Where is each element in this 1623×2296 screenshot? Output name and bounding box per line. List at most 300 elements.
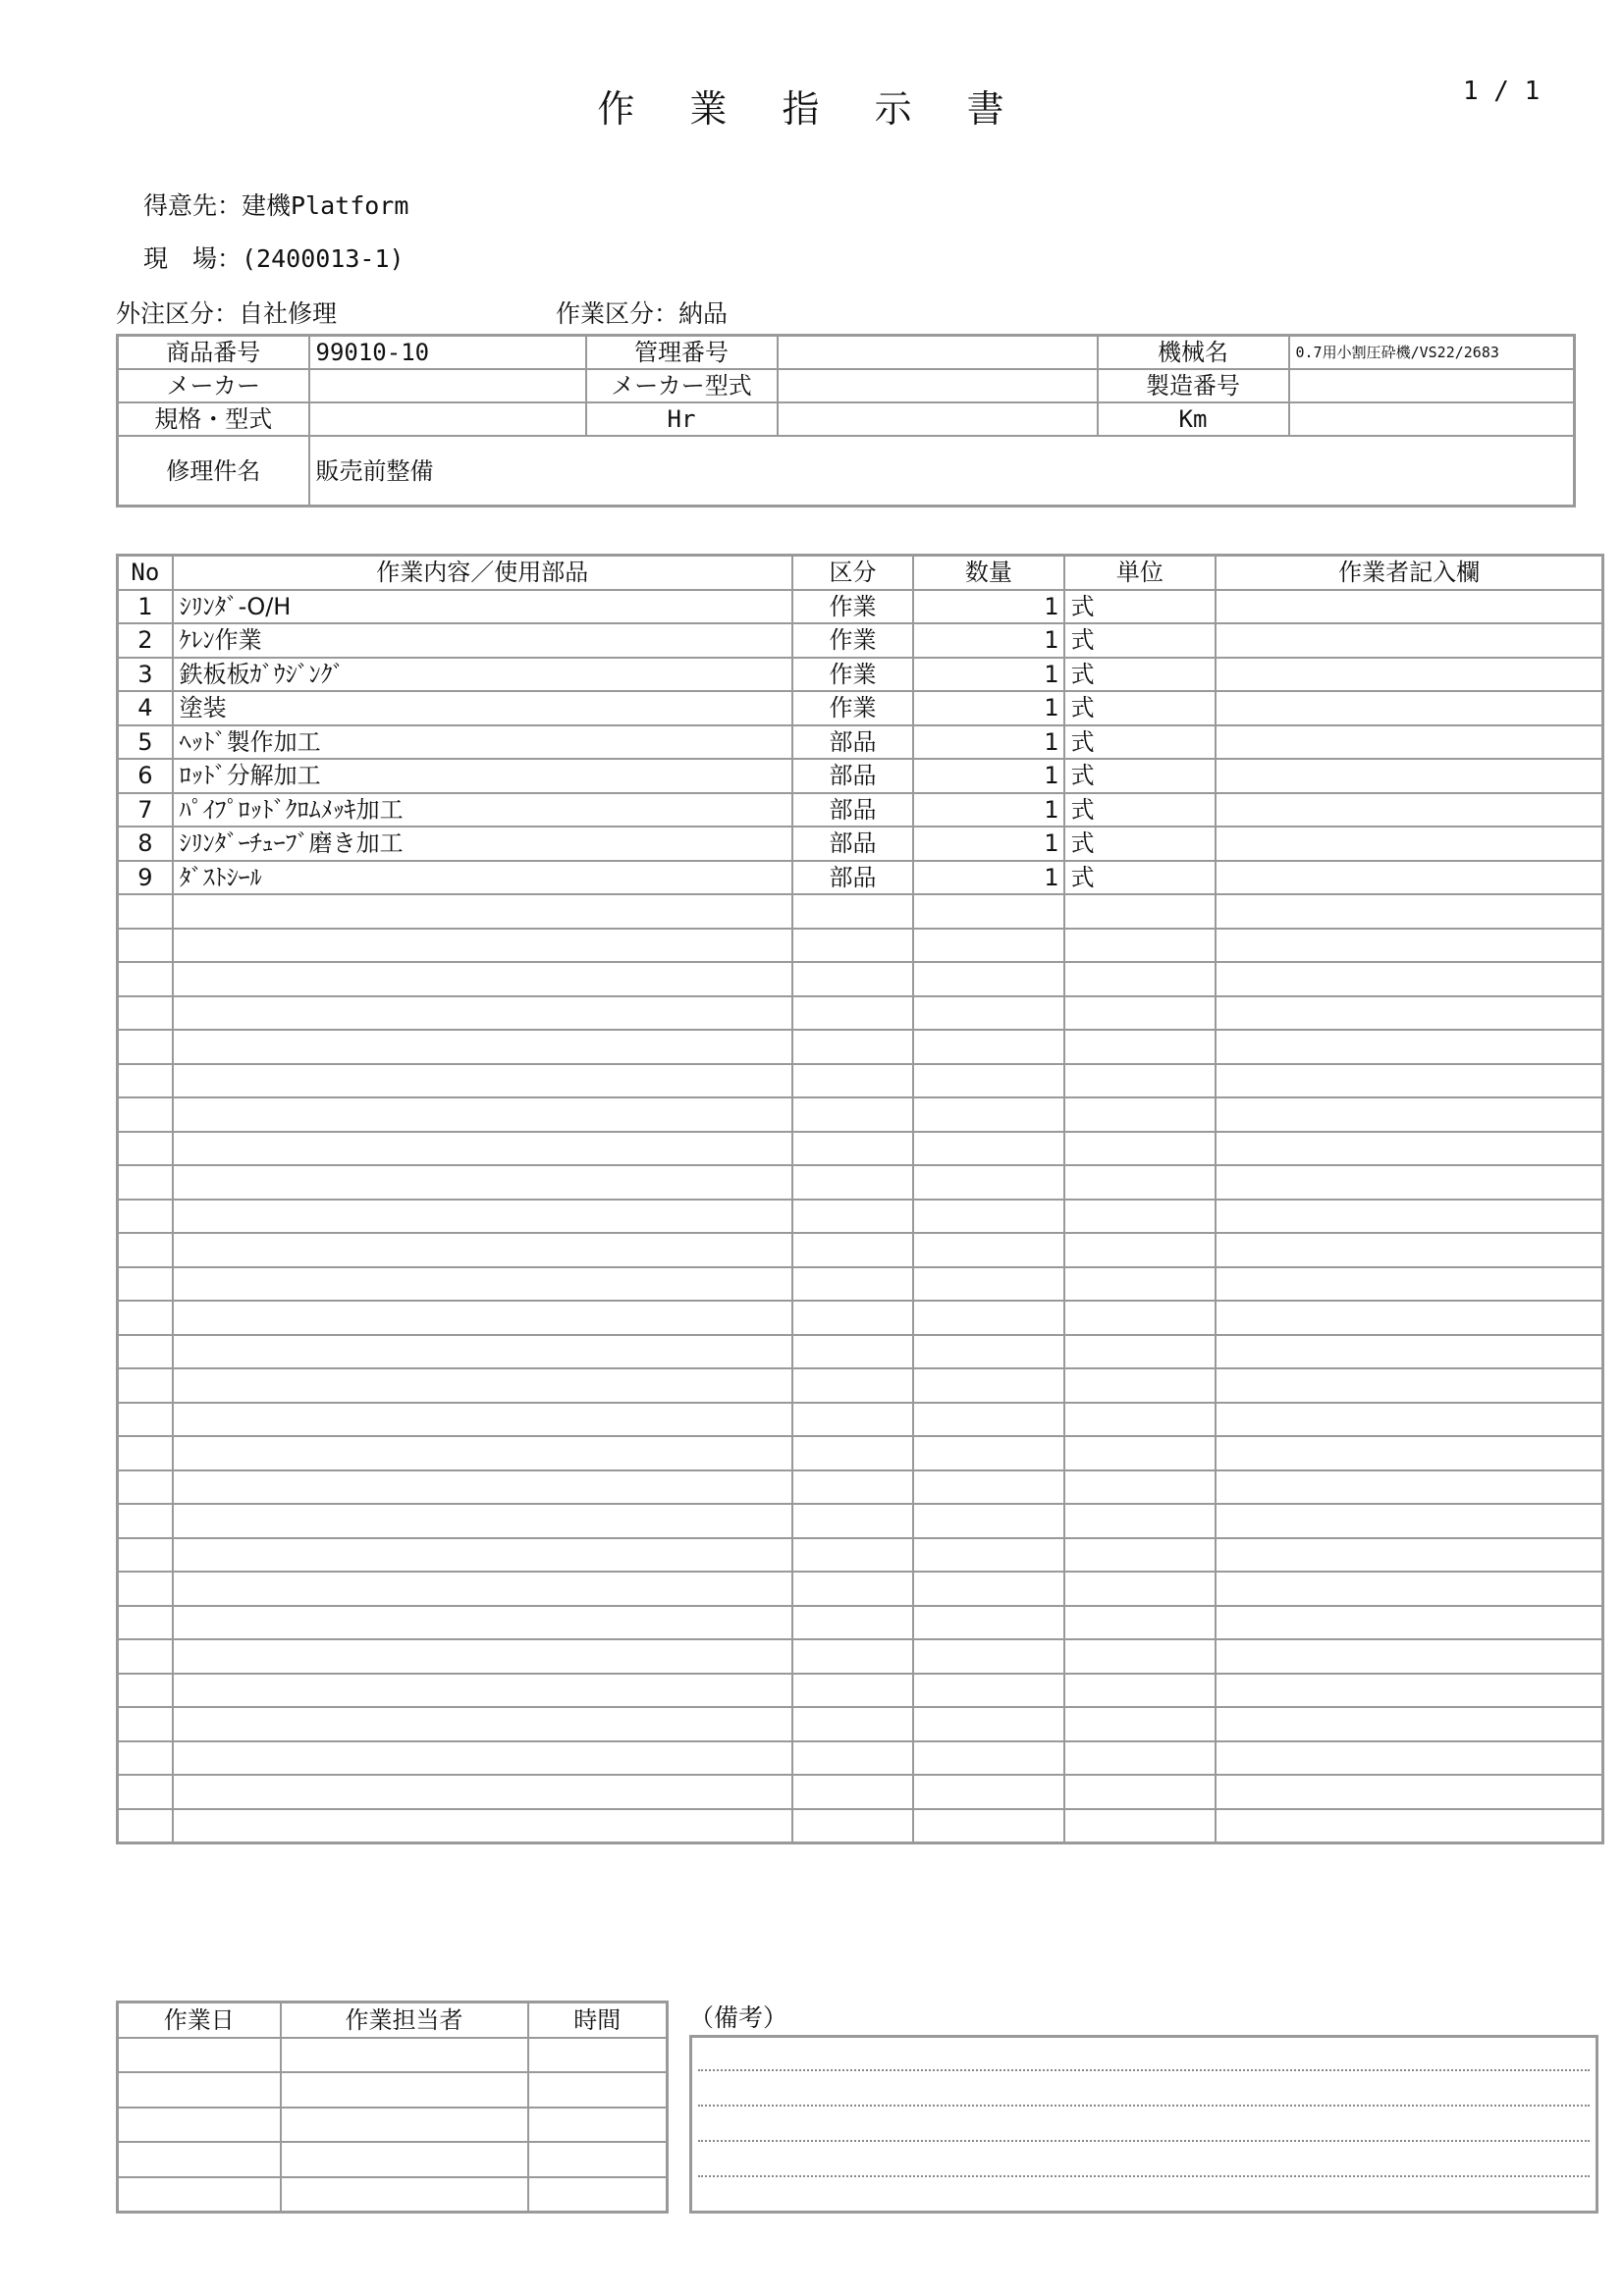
empty-cell[interactable] — [1064, 1267, 1217, 1302]
empty-cell[interactable] — [118, 1233, 173, 1267]
work-table-empty-row — [118, 996, 1603, 1031]
work-log-row — [118, 2142, 668, 2177]
empty-cell[interactable] — [173, 1674, 792, 1708]
empty-cell[interactable] — [1216, 1335, 1602, 1369]
work-table-empty-row — [118, 1267, 1603, 1302]
row-no: 4 — [118, 691, 173, 725]
empty-cell[interactable] — [1216, 1267, 1602, 1302]
row-note[interactable] — [1216, 590, 1602, 624]
empty-cell[interactable] — [792, 1538, 913, 1573]
row-unit: 式 — [1064, 827, 1217, 861]
row-no: 6 — [118, 759, 173, 793]
work-log-cell[interactable] — [118, 2177, 281, 2213]
empty-cell[interactable] — [1216, 1233, 1602, 1267]
empty-cell[interactable] — [1216, 1674, 1602, 1708]
work-table-empty-row — [118, 894, 1603, 929]
empty-cell[interactable] — [118, 1097, 173, 1132]
empty-cell[interactable] — [792, 1200, 913, 1234]
empty-cell[interactable] — [1064, 1538, 1217, 1573]
remarks-line — [698, 2069, 1590, 2071]
empty-cell[interactable] — [792, 1132, 913, 1166]
empty-cell[interactable] — [1216, 1538, 1602, 1573]
row-qty: 1 — [913, 725, 1064, 760]
empty-cell[interactable] — [792, 1030, 913, 1064]
col-header-work-date: 作業日 — [118, 2002, 281, 2038]
work-log-cell[interactable] — [281, 2072, 528, 2108]
row-unit: 式 — [1064, 725, 1217, 760]
empty-cell[interactable] — [118, 996, 173, 1031]
empty-cell[interactable] — [1216, 1097, 1602, 1132]
empty-cell[interactable] — [1216, 1741, 1602, 1776]
empty-cell[interactable] — [118, 1470, 173, 1505]
empty-cell[interactable] — [792, 1707, 913, 1741]
document-title: 作 業 指 示 書 — [597, 87, 1026, 131]
spec-label: 規格・型式 — [118, 402, 309, 436]
empty-cell[interactable] — [913, 1200, 1064, 1234]
row-unit: 式 — [1064, 759, 1217, 793]
empty-cell[interactable] — [913, 1504, 1064, 1538]
empty-cell[interactable] — [913, 1368, 1064, 1403]
row-note[interactable] — [1216, 658, 1602, 692]
empty-cell[interactable] — [792, 1301, 913, 1335]
outsource-type: 外注区分：自社修理 — [116, 299, 338, 328]
empty-cell[interactable] — [792, 962, 913, 996]
empty-cell[interactable] — [173, 1470, 792, 1505]
work-type: 作業区分：納品 — [556, 299, 729, 328]
empty-cell[interactable] — [913, 1741, 1064, 1776]
empty-cell[interactable] — [1216, 962, 1602, 996]
empty-cell[interactable] — [1216, 1809, 1602, 1843]
work-table-row — [118, 623, 1603, 658]
empty-cell[interactable] — [1216, 894, 1602, 929]
empty-cell[interactable] — [792, 1403, 913, 1437]
empty-cell[interactable] — [1216, 1132, 1602, 1166]
work-table — [116, 554, 1604, 1844]
empty-cell[interactable] — [1064, 1200, 1217, 1234]
empty-cell[interactable] — [792, 1741, 913, 1776]
work-table-row — [118, 793, 1603, 828]
empty-cell[interactable] — [1064, 1030, 1217, 1064]
empty-cell[interactable] — [913, 1674, 1064, 1708]
empty-cell[interactable] — [913, 1436, 1064, 1470]
empty-cell[interactable] — [913, 1809, 1064, 1843]
empty-cell[interactable] — [1216, 1368, 1602, 1403]
empty-cell[interactable] — [173, 996, 792, 1031]
row-note[interactable] — [1216, 793, 1602, 828]
row-qty: 1 — [913, 590, 1064, 624]
empty-cell[interactable] — [792, 1335, 913, 1369]
empty-cell[interactable] — [913, 894, 1064, 929]
empty-cell[interactable] — [1216, 1030, 1602, 1064]
maker-model-label: メーカー型式 — [586, 369, 778, 402]
col-header-qty: 数量 — [913, 556, 1064, 590]
row-kubun: 部品 — [792, 827, 913, 861]
col-header-unit: 単位 — [1064, 556, 1217, 590]
empty-cell[interactable] — [913, 929, 1064, 963]
empty-cell[interactable] — [1064, 1301, 1217, 1335]
work-log-cell[interactable] — [281, 2177, 528, 2213]
work-table-empty-row — [118, 1639, 1603, 1674]
empty-cell[interactable] — [173, 1436, 792, 1470]
row-content: ﾀﾞｽﾄｼｰﾙ — [173, 861, 792, 895]
empty-cell[interactable] — [1216, 1200, 1602, 1234]
empty-cell[interactable] — [913, 1267, 1064, 1302]
empty-cell[interactable] — [913, 1639, 1064, 1674]
empty-cell[interactable] — [173, 1538, 792, 1573]
empty-cell[interactable] — [792, 894, 913, 929]
row-unit: 式 — [1064, 861, 1217, 895]
empty-cell[interactable] — [792, 1470, 913, 1505]
empty-cell[interactable] — [118, 1674, 173, 1708]
empty-cell[interactable] — [173, 1097, 792, 1132]
row-unit: 式 — [1064, 658, 1217, 692]
empty-cell[interactable] — [173, 1572, 792, 1606]
empty-cell[interactable] — [1064, 996, 1217, 1031]
work-log-row — [118, 2038, 668, 2073]
work-table-empty-row — [118, 1368, 1603, 1403]
row-kubun: 作業 — [792, 623, 913, 658]
work-table-row — [118, 759, 1603, 793]
empty-cell[interactable] — [792, 1809, 913, 1843]
row-qty: 1 — [913, 861, 1064, 895]
work-table-empty-row — [118, 1470, 1603, 1505]
repair-title-label: 修理件名 — [118, 436, 309, 507]
empty-cell[interactable] — [1216, 1436, 1602, 1470]
maker-value — [309, 369, 586, 402]
remarks-line — [698, 2140, 1590, 2142]
empty-cell[interactable] — [118, 1267, 173, 1302]
empty-cell[interactable] — [1216, 1775, 1602, 1809]
empty-cell[interactable] — [913, 1097, 1064, 1132]
empty-cell[interactable] — [118, 1368, 173, 1403]
empty-cell[interactable] — [913, 996, 1064, 1031]
empty-cell[interactable] — [792, 1368, 913, 1403]
empty-cell[interactable] — [913, 1775, 1064, 1809]
empty-cell[interactable] — [118, 1606, 173, 1640]
work-table-row — [118, 658, 1603, 692]
work-log-cell[interactable] — [528, 2142, 668, 2177]
empty-cell[interactable] — [913, 1301, 1064, 1335]
empty-cell[interactable] — [118, 929, 173, 963]
col-header-no: No — [118, 556, 173, 590]
empty-cell[interactable] — [118, 1301, 173, 1335]
row-no: 8 — [118, 827, 173, 861]
empty-cell[interactable] — [173, 1030, 792, 1064]
empty-cell[interactable] — [173, 1267, 792, 1302]
remarks-box[interactable] — [689, 2035, 1598, 2214]
empty-cell[interactable] — [118, 1335, 173, 1369]
empty-cell[interactable] — [1064, 1403, 1217, 1437]
remarks-label: （備考） — [689, 2003, 788, 2032]
km-label: Km — [1098, 402, 1289, 436]
work-table-empty-row — [118, 1741, 1603, 1776]
empty-cell[interactable] — [1216, 1504, 1602, 1538]
empty-cell[interactable] — [913, 1470, 1064, 1505]
empty-cell[interactable] — [173, 1064, 792, 1098]
row-kubun: 作業 — [792, 691, 913, 725]
row-content: ｹﾚﾝ作業 — [173, 623, 792, 658]
empty-cell[interactable] — [118, 1538, 173, 1573]
work-table-empty-row — [118, 1335, 1603, 1369]
empty-cell[interactable] — [1216, 1707, 1602, 1741]
empty-cell[interactable] — [173, 1132, 792, 1166]
empty-cell[interactable] — [118, 1775, 173, 1809]
empty-cell[interactable] — [1064, 962, 1217, 996]
empty-cell[interactable] — [118, 1165, 173, 1200]
work-table-row — [118, 691, 1603, 725]
empty-cell[interactable] — [1064, 1639, 1217, 1674]
empty-cell[interactable] — [792, 1436, 913, 1470]
product-no-label: 商品番号 — [118, 336, 309, 370]
empty-cell[interactable] — [1064, 1165, 1217, 1200]
row-content: 塗装 — [173, 691, 792, 725]
work-table-row — [118, 590, 1603, 624]
work-table-empty-row — [118, 1030, 1603, 1064]
row-unit: 式 — [1064, 623, 1217, 658]
row-note[interactable] — [1216, 861, 1602, 895]
empty-cell[interactable] — [1064, 1674, 1217, 1708]
work-log-cell[interactable] — [528, 2072, 668, 2108]
empty-cell[interactable] — [1216, 1064, 1602, 1098]
empty-cell[interactable] — [173, 1403, 792, 1437]
header-table — [116, 334, 1576, 507]
empty-cell[interactable] — [173, 1639, 792, 1674]
row-unit: 式 — [1064, 590, 1217, 624]
empty-cell[interactable] — [1064, 1606, 1217, 1640]
work-log-cell[interactable] — [281, 2142, 528, 2177]
row-kubun: 作業 — [792, 658, 913, 692]
row-kubun: 部品 — [792, 793, 913, 828]
empty-cell[interactable] — [913, 1165, 1064, 1200]
row-note[interactable] — [1216, 827, 1602, 861]
empty-cell[interactable] — [792, 1233, 913, 1267]
empty-cell[interactable] — [1216, 929, 1602, 963]
empty-cell[interactable] — [118, 1403, 173, 1437]
work-log-table — [116, 2001, 669, 2214]
col-header-content: 作業内容／使用部品 — [173, 556, 792, 590]
row-qty: 1 — [913, 658, 1064, 692]
work-table-row — [118, 827, 1603, 861]
work-table-empty-row — [118, 1606, 1603, 1640]
empty-cell[interactable] — [1216, 996, 1602, 1031]
empty-cell[interactable] — [1216, 1301, 1602, 1335]
row-note[interactable] — [1216, 691, 1602, 725]
empty-cell[interactable] — [173, 1301, 792, 1335]
empty-cell[interactable] — [173, 1165, 792, 1200]
work-log-cell[interactable] — [118, 2142, 281, 2177]
work-log-cell[interactable] — [528, 2038, 668, 2073]
empty-cell[interactable] — [1216, 1639, 1602, 1674]
page-indicator: 1 / 1 — [1463, 77, 1541, 106]
work-table-row — [118, 861, 1603, 895]
work-log-cell[interactable] — [281, 2108, 528, 2143]
empty-cell[interactable] — [118, 1504, 173, 1538]
maker-label: メーカー — [118, 369, 309, 402]
work-table-empty-row — [118, 1233, 1603, 1267]
empty-cell[interactable] — [173, 1335, 792, 1369]
empty-cell[interactable] — [173, 1707, 792, 1741]
row-note[interactable] — [1216, 623, 1602, 658]
empty-cell[interactable] — [913, 1132, 1064, 1166]
empty-cell[interactable] — [173, 1741, 792, 1776]
empty-cell[interactable] — [173, 1200, 792, 1234]
row-note[interactable] — [1216, 725, 1602, 760]
empty-cell[interactable] — [173, 962, 792, 996]
work-table-empty-row — [118, 1301, 1603, 1335]
empty-cell[interactable] — [792, 1674, 913, 1708]
empty-cell[interactable] — [913, 962, 1064, 996]
empty-cell[interactable] — [1064, 1436, 1217, 1470]
empty-cell[interactable] — [792, 1639, 913, 1674]
empty-cell[interactable] — [1064, 1572, 1217, 1606]
work-log-row — [118, 2108, 668, 2143]
empty-cell[interactable] — [1064, 1097, 1217, 1132]
work-table-empty-row — [118, 1572, 1603, 1606]
work-table-empty-row — [118, 1132, 1603, 1166]
empty-cell[interactable] — [913, 1233, 1064, 1267]
empty-cell[interactable] — [913, 1538, 1064, 1573]
work-table-empty-row — [118, 929, 1603, 963]
empty-cell[interactable] — [1064, 1335, 1217, 1369]
empty-cell[interactable] — [913, 1403, 1064, 1437]
work-log-cell[interactable] — [118, 2038, 281, 2073]
row-no: 7 — [118, 793, 173, 828]
empty-cell[interactable] — [1064, 929, 1217, 963]
empty-cell[interactable] — [1064, 1504, 1217, 1538]
empty-cell[interactable] — [173, 894, 792, 929]
work-log-cell[interactable] — [118, 2108, 281, 2143]
row-content: ﾍｯﾄﾞ製作加工 — [173, 725, 792, 760]
empty-cell[interactable] — [118, 1200, 173, 1234]
empty-cell[interactable] — [1064, 1809, 1217, 1843]
empty-cell[interactable] — [118, 962, 173, 996]
row-content: ｼﾘﾝﾀﾞ-O/H — [173, 590, 792, 624]
empty-cell[interactable] — [913, 1030, 1064, 1064]
work-table-empty-row — [118, 1200, 1603, 1234]
empty-cell[interactable] — [792, 1097, 913, 1132]
empty-cell[interactable] — [173, 1775, 792, 1809]
empty-cell[interactable] — [173, 929, 792, 963]
empty-cell[interactable] — [118, 1741, 173, 1776]
empty-cell[interactable] — [792, 1775, 913, 1809]
row-note[interactable] — [1216, 759, 1602, 793]
remarks-line — [698, 2175, 1590, 2177]
empty-cell[interactable] — [1216, 1470, 1602, 1505]
empty-cell[interactable] — [173, 1809, 792, 1843]
empty-cell[interactable] — [118, 1132, 173, 1166]
empty-cell[interactable] — [173, 1368, 792, 1403]
serial-value — [1289, 369, 1575, 402]
empty-cell[interactable] — [792, 1504, 913, 1538]
empty-cell[interactable] — [1064, 1132, 1217, 1166]
empty-cell[interactable] — [792, 1572, 913, 1606]
empty-cell[interactable] — [1064, 1707, 1217, 1741]
work-table-header — [118, 556, 1603, 590]
work-table-empty-row — [118, 1707, 1603, 1741]
empty-cell[interactable] — [1216, 1572, 1602, 1606]
empty-cell[interactable] — [1064, 1470, 1217, 1505]
empty-cell[interactable] — [1216, 1165, 1602, 1200]
empty-cell[interactable] — [792, 1606, 913, 1640]
work-table-empty-row — [118, 1064, 1603, 1098]
empty-cell[interactable] — [913, 1707, 1064, 1741]
row-content: ﾛｯﾄﾞ分解加工 — [173, 759, 792, 793]
work-table-row — [118, 725, 1603, 760]
empty-cell[interactable] — [118, 1436, 173, 1470]
row-kubun: 部品 — [792, 759, 913, 793]
empty-cell[interactable] — [792, 1064, 913, 1098]
row-qty: 1 — [913, 691, 1064, 725]
work-log-header — [118, 2002, 668, 2038]
work-table-empty-row — [118, 1504, 1603, 1538]
empty-cell[interactable] — [913, 1335, 1064, 1369]
work-table-empty-row — [118, 1403, 1603, 1437]
empty-cell[interactable] — [1064, 1064, 1217, 1098]
empty-cell[interactable] — [1216, 1606, 1602, 1640]
empty-cell[interactable] — [118, 1030, 173, 1064]
empty-cell[interactable] — [173, 1504, 792, 1538]
empty-cell[interactable] — [1064, 1233, 1217, 1267]
row-no: 9 — [118, 861, 173, 895]
work-log-cell[interactable] — [528, 2108, 668, 2143]
repair-title-value: 販売前整備 — [309, 436, 1575, 507]
col-header-worker: 作業担当者 — [281, 2002, 528, 2038]
empty-cell[interactable] — [173, 1233, 792, 1267]
row-unit: 式 — [1064, 691, 1217, 725]
empty-cell[interactable] — [1064, 894, 1217, 929]
empty-cell[interactable] — [913, 1606, 1064, 1640]
empty-cell[interactable] — [118, 1809, 173, 1843]
machine-name-value: 0.7用小割圧砕機/VS22/2683 — [1289, 336, 1575, 370]
row-qty: 1 — [913, 827, 1064, 861]
mgmt-no-label: 管理番号 — [586, 336, 778, 370]
col-header-note: 作業者記入欄 — [1216, 556, 1602, 590]
empty-cell[interactable] — [913, 1572, 1064, 1606]
row-content: ｼﾘﾝﾀﾞｰﾁｭｰﾌﾞ磨き加工 — [173, 827, 792, 861]
empty-cell[interactable] — [118, 1572, 173, 1606]
work-table-empty-row — [118, 1097, 1603, 1132]
work-log-cell[interactable] — [528, 2177, 668, 2213]
spec-value — [309, 402, 586, 436]
empty-cell[interactable] — [792, 996, 913, 1031]
empty-cell[interactable] — [118, 1639, 173, 1674]
work-log-cell[interactable] — [118, 2072, 281, 2108]
col-header-time: 時間 — [528, 2002, 668, 2038]
work-table-empty-row — [118, 1674, 1603, 1708]
empty-cell[interactable] — [118, 894, 173, 929]
work-table-empty-row — [118, 962, 1603, 996]
empty-cell[interactable] — [1216, 1403, 1602, 1437]
work-log-cell[interactable] — [281, 2038, 528, 2073]
empty-cell[interactable] — [1064, 1368, 1217, 1403]
hr-value — [778, 402, 1098, 436]
work-log-row — [118, 2072, 668, 2108]
empty-cell[interactable] — [792, 1165, 913, 1200]
row-no: 2 — [118, 623, 173, 658]
empty-cell[interactable] — [118, 1707, 173, 1741]
row-kubun: 部品 — [792, 725, 913, 760]
empty-cell[interactable] — [792, 929, 913, 963]
site-line: 現 場：(2400013-1) — [143, 244, 405, 273]
empty-cell[interactable] — [118, 1064, 173, 1098]
km-value — [1289, 402, 1575, 436]
empty-cell[interactable] — [173, 1606, 792, 1640]
empty-cell[interactable] — [792, 1267, 913, 1302]
empty-cell[interactable] — [1064, 1741, 1217, 1776]
row-kubun: 部品 — [792, 861, 913, 895]
empty-cell[interactable] — [913, 1064, 1064, 1098]
empty-cell[interactable] — [1064, 1775, 1217, 1809]
